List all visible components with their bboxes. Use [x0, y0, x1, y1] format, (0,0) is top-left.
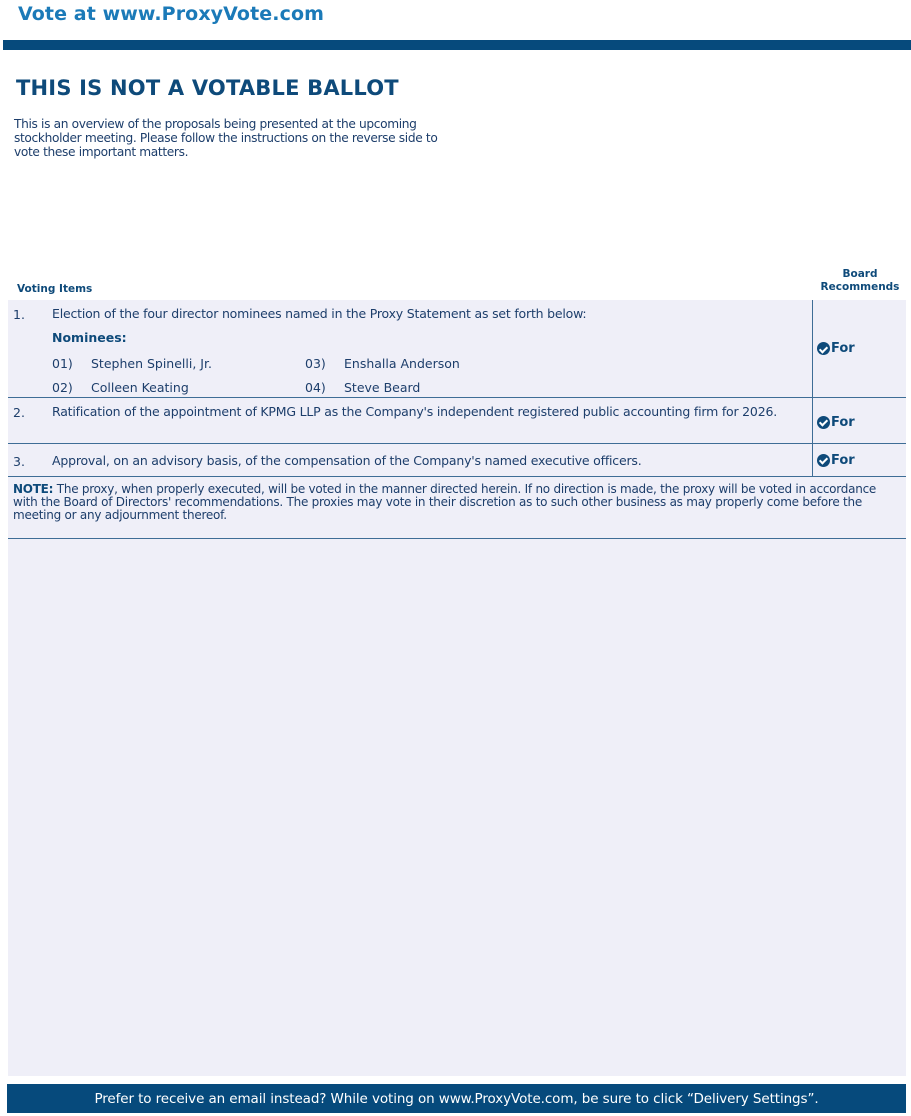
item-description: Ratification of the appointment of KPMG LLP as the Company's independent registered public accounting firm for 2026. [52, 404, 777, 419]
item-number: 1. [13, 307, 25, 322]
voting-item-row [8, 300, 906, 398]
voting-item-row [8, 398, 906, 444]
note-label: NOTE: [13, 482, 54, 496]
nominee-number: 02) [52, 380, 73, 395]
delivery-settings-text: Prefer to receive an email instead? While voting on www.ProxyVote.com, be sure to click “Delivery Settings”. [94, 1090, 819, 1107]
nominees-label: Nominees: [52, 330, 127, 345]
board-recommendation [812, 300, 906, 397]
item-description: Approval, on an advisory basis, of the compensation of the Company's named executive officers. [52, 453, 642, 468]
nominee-name: Stephen Spinelli, Jr. [91, 356, 212, 371]
nominee-name: Colleen Keating [91, 380, 189, 395]
nominee-number: 03) [305, 356, 326, 371]
page-title: THIS IS NOT A VOTABLE BALLOT [16, 76, 399, 100]
vote-url-heading[interactable]: Vote at www.ProxyVote.com [18, 3, 324, 25]
recommendation-label: For [831, 341, 855, 356]
check-circle-icon [817, 342, 830, 355]
recommendation-label: For [831, 414, 855, 430]
board-recommends-line2: Recommends [820, 281, 900, 293]
nominee-number: 01) [52, 356, 73, 371]
board-recommendation [812, 444, 906, 476]
voting-item-row [8, 444, 906, 477]
item-number: 3. [13, 454, 25, 469]
item-description: Election of the four director nominees named in the Proxy Statement as set forth below: [52, 306, 587, 321]
board-recommends-line1: Board [842, 268, 878, 280]
check-circle-icon [817, 416, 830, 429]
nominee-name: Enshalla Anderson [344, 356, 460, 371]
note-text: The proxy, when properly executed, will be voted in the manner directed herein. If no direction is made, the proxy will be voted in accordance with the Board of Directors' recommendations. The proxies may vote in their discretion as to such other business as may properly come before the meeting or any adjournment thereof. [13, 482, 877, 522]
board-recommendation [812, 398, 906, 443]
recommendation-label: For [831, 452, 855, 468]
intro-paragraph: This is an overview of the proposals being presented at the upcoming stockholder meeting. Please follow the instructions on the reverse side to vote these important matters. [14, 117, 438, 159]
header-divider-bar [3, 40, 911, 50]
check-circle-icon [817, 454, 830, 467]
proxy-note [8, 477, 906, 539]
board-recommends-column-header [812, 268, 908, 294]
nominee-name: Steve Beard [344, 380, 421, 395]
voting-items-column-header: Voting Items [17, 283, 93, 295]
delivery-settings-banner [7, 1084, 906, 1113]
nominee-number: 04) [305, 380, 326, 395]
item-number: 2. [13, 405, 25, 420]
